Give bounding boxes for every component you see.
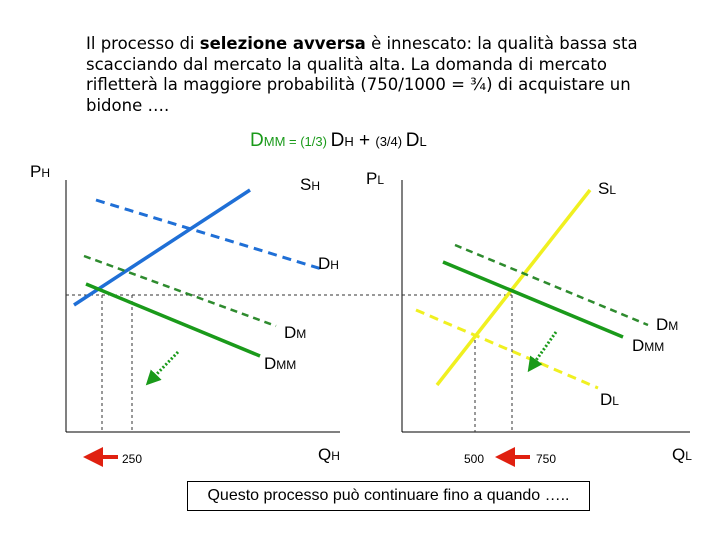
quantity-750-label: 750 [536, 452, 557, 466]
demand-mm-right-label: DMM [632, 336, 665, 355]
left-y-axis-label: PH [30, 162, 51, 181]
intro-post: è innescato: la qualità bassa sta scacciando dal mercato la qualità alta. La domanda di mercato rifletterà la maggiore probabilità (750/1000 = ¾) di acquistare un bidone …. [86, 34, 638, 115]
supply-h-line [74, 190, 250, 305]
demand-m-right-line [455, 245, 648, 325]
formula-d2: D [330, 130, 345, 151]
intro-bold: selezione avversa [199, 34, 366, 53]
formula-eq: = (1/3) [285, 134, 331, 149]
formula-d1: D [250, 130, 264, 151]
supply-h-label: SH [300, 175, 321, 194]
footer-text: Questo processo può continuare fino a quando ….. [207, 487, 570, 504]
supply-l-label: SL [598, 179, 617, 198]
footer-box [187, 481, 590, 511]
formula-plus: + [353, 130, 376, 151]
formula-l: L [419, 134, 427, 149]
formula-h: H [344, 134, 354, 149]
demand-l-label: DL [600, 390, 619, 409]
demand-m-right-label: DM [656, 315, 679, 334]
left-x-axis-label: QH [318, 445, 340, 464]
demand-h-label: DH [318, 254, 339, 273]
demand-h-line [96, 200, 325, 270]
demand-mm-left-line [86, 284, 260, 356]
demand-m-left-label: DM [284, 323, 307, 342]
right-x-axis-label: QL [672, 445, 692, 464]
intro-pre: Il processo di [86, 34, 200, 53]
formula-d3: D [405, 130, 420, 151]
right-price-label: PL [366, 169, 385, 188]
demand-m-left-line [84, 256, 276, 326]
quantity-250-label: 250 [122, 452, 143, 466]
quantity-500-label: 500 [464, 452, 485, 466]
formula-mm: MM [263, 134, 286, 149]
right-shift-arrow [532, 332, 556, 366]
demand-mm-left-label: DMM [264, 354, 297, 373]
supply-l-line [437, 190, 590, 385]
left-shift-arrow [151, 352, 178, 380]
demand-mm-right-line [443, 262, 623, 337]
formula-frac2: (3/4) [375, 134, 406, 149]
